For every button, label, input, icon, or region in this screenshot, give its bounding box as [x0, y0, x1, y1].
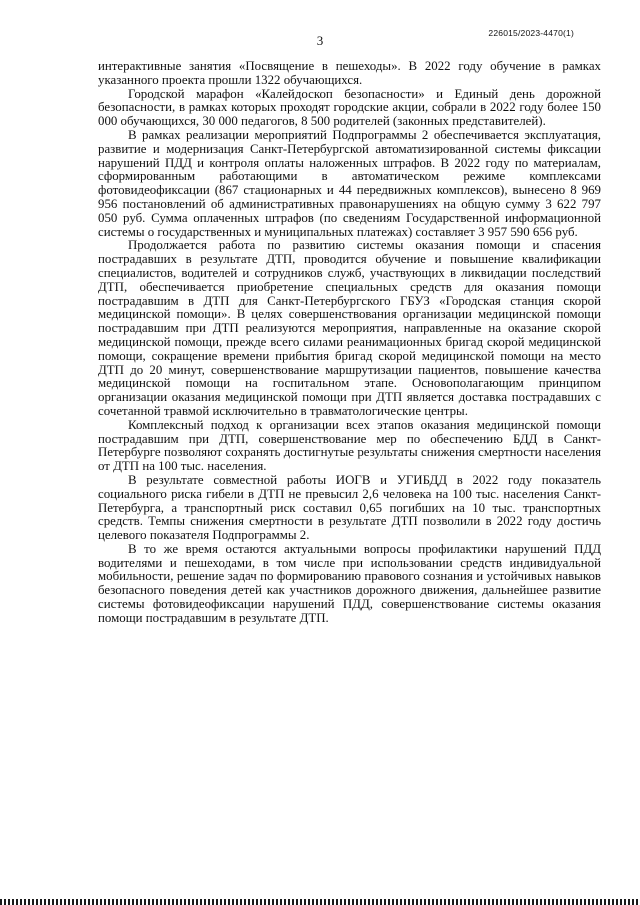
paragraph-photo-video-fixation: В рамках реализации мероприятий Подпрограммы 2 обеспечивается эксплуатация, развитие и модернизация Санкт-Петербургской автоматизированной системы фиксации нарушений ПДД и контроля оплаты наложенных штрафов. В 2022 году по материалам, сформированным работающими в автоматическом режиме комплексами фотовидеофиксации (867 стационарных и 44 передвижных комплексов), вынесено 8 969 956 постановлений об административных правонарушениях на общую сумму 3 622 797 050 руб. Сумма оплаченных штрафов (по сведениям Государственной информационной системы о государственных и муниципальных платежах) составляет 3 957 590 656 руб.	[98, 127, 601, 239]
paragraph-social-risk-results: В результате совместной работы ИОГВ и УГИБДД в 2022 году показатель социального риска гибели в ДТП не превысил 2,6 человека на 100 тыс. населения Санкт-Петербурга, а транспортный риск составил 0,65 погибших на 10 тыс. транспортных средств. Темпы снижения смертности в результате ДТП позволили в 2022 году достичь целевого показателя Подпрограммы 2.	[98, 472, 601, 543]
paragraph-open-issues: В то же время остаются актуальными вопросы профилактики нарушений ПДД водителями и пешеходами, в том числе при использовании средств индивидуальной мобильности, решение задач по формированию правового сознания и устойчивых навыков безопасного поведения детей как участников дорожного движения, дальнейшее развитие системы фотовидеофиксации нарушений ПДД, совершенствование системы оказания помощи пострадавшим в результате ДТП.	[98, 541, 601, 625]
page-body	[98, 60, 601, 626]
paragraph-emergency-medical-help: Продолжается работа по развитию системы оказания помощи и спасения пострадавших в результате ДТП, проводится обучение и повышение квалификации специалистов, водителей и сотрудников служб, участвующих в ликвидации последствий ДТП, обеспечивается приобретение специальных средств для оказания помощи пострадавшим в ДТП для Санкт-Петербургского ГБУЗ «Городская станция скорой медицинской помощи». В целях совершенствования организации медицинской помощи пострадавшим при ДТП реализуются мероприятия, направленные на оказание скорой медицинской помощи, прежде всего силами реанимационных бригад скорой медицинской помощи, сокращение времени прибытия бригад скорой медицинской помощи на место ДТП до 20 минут, совершенствование маршрутизации пациентов, повышение качества медицинской помощи на госпитальном этапе. Основополагающим принципом организации оказания медицинской помощи при ДТП является доставка пострадавших с сочетанной травмой исключительно в травматологические центры.	[98, 238, 601, 418]
paragraph-safety-marathon: Городской марафон «Калейдоскоп безопасности» и Единый день дорожной безопасности, в рамках которых проходят городские акции, собрали в 2022 году более 150 000 обучающихся, 30 000 педагогов, 8 500 родителей (законных представителей).	[98, 86, 601, 129]
scan-edge-artifact	[0, 899, 640, 905]
paragraph-continuation: интерактивные занятия «Посвящение в пешеходы». В 2022 году обучение в рамках указанного проекта прошли 1322 обучающихся.	[98, 59, 601, 87]
page-number: 3	[316, 33, 324, 48]
paragraph-complex-approach: Комплексный подход к организации всех этапов оказания медицинской помощи пострадавшим при ДТП, совершенствование мер по обеспечению БДД в Санкт-Петербурге позволяют сохранять достигнутые результаты снижения смертности населения от ДТП на 100 тыс. населения.	[98, 417, 601, 474]
document-id: 226015/2023-4470(1)	[488, 28, 574, 38]
